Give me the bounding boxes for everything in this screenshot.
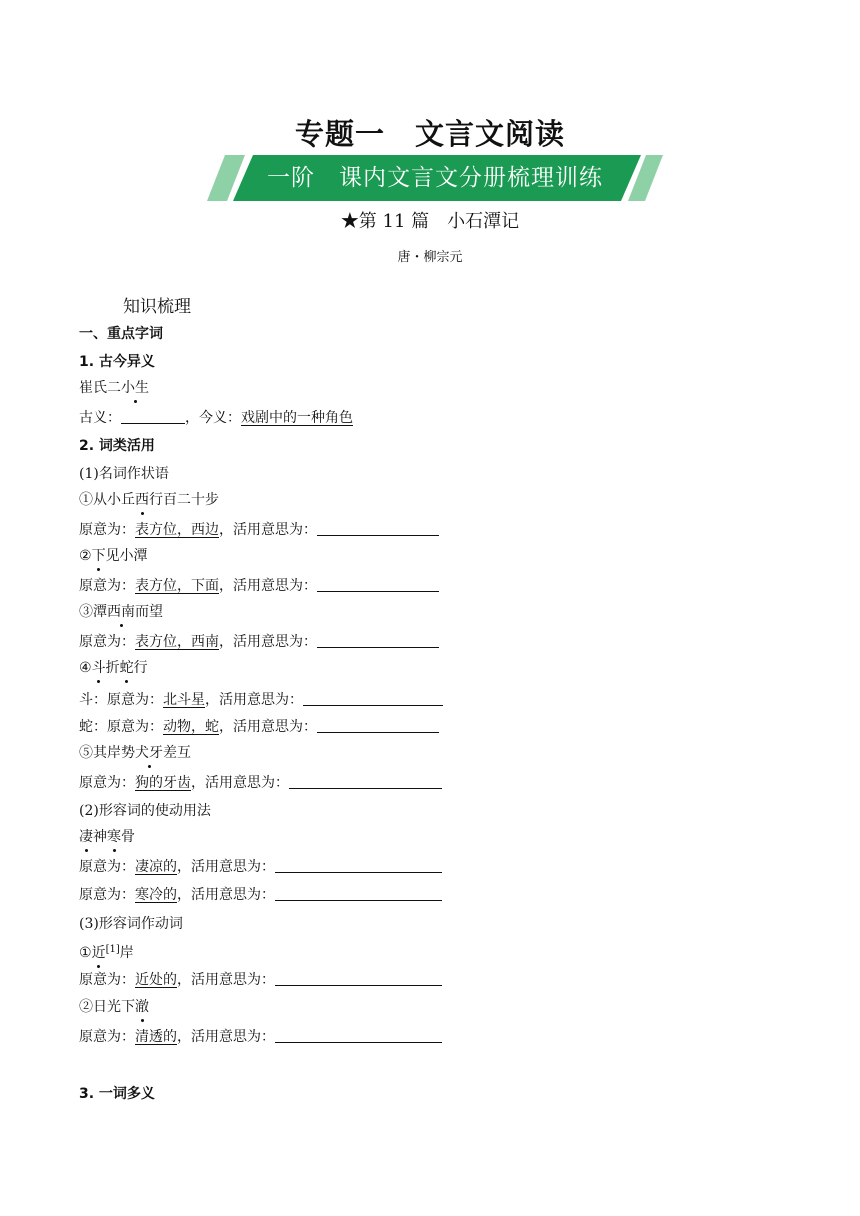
example-sentence: ④斗折蛇行 xyxy=(79,660,148,676)
answer-blank[interactable] xyxy=(275,886,442,901)
answer-blank[interactable] xyxy=(317,521,439,536)
subsection-heading: 1. 古今异义 xyxy=(79,354,155,370)
dotted-word: 下 xyxy=(91,548,106,564)
answer-line: 斗：原意为：北斗星，活用意思为： xyxy=(79,690,443,710)
answer-blank[interactable] xyxy=(289,774,442,789)
answer-blank[interactable] xyxy=(303,691,443,706)
answer-blank[interactable] xyxy=(275,858,442,873)
subsection-heading: 2. 词类活用 xyxy=(79,438,155,454)
answer-blank[interactable] xyxy=(317,718,439,733)
answer-blank[interactable] xyxy=(317,633,439,648)
dotted-word: 近 xyxy=(91,945,106,961)
category-heading: (1)名词作状语 xyxy=(79,466,169,482)
answer-line: 原意为：表方位，西边，活用意思为： xyxy=(79,520,439,540)
dotted-word: 犬牙 xyxy=(135,745,163,761)
answer-blank[interactable] xyxy=(317,577,439,592)
example-sentence: ②下见小潭 xyxy=(79,548,148,564)
subsection-heading: 3. 一词多义 xyxy=(79,1086,155,1102)
section-title: 知识梳理 xyxy=(123,297,191,317)
answer-blank[interactable] xyxy=(121,409,185,424)
answer-line: 原意为：清透的，活用意思为： xyxy=(79,1027,442,1047)
dotted-word: 斗 xyxy=(91,660,106,676)
dotted-word: 澈 xyxy=(135,999,149,1015)
answer-blank[interactable] xyxy=(275,971,442,986)
example-sentence: ①近[1]岸 xyxy=(79,944,134,961)
author: 唐・柳宗元 xyxy=(397,250,463,265)
answer-line: 原意为：狗的牙齿，活用意思为： xyxy=(79,773,442,793)
dotted-word: 寒 xyxy=(107,829,121,845)
dotted-word: 蛇 xyxy=(119,660,134,676)
main-title: 专题一 文言文阅读 xyxy=(294,117,565,151)
dotted-word: 凄 xyxy=(79,829,93,845)
answer-line: 古义： ，今义：戏剧中的一种角色 xyxy=(79,410,353,426)
answer-line: 原意为：近处的，活用意思为： xyxy=(79,970,442,990)
example-sentence: 凄神寒骨 xyxy=(79,829,135,845)
example-sentence: ③潭西南而望 xyxy=(79,604,163,620)
example-sentence: 崔氏二小生 xyxy=(79,380,149,396)
part-heading: 一、重点字词 xyxy=(79,326,163,342)
answer-line: 原意为：寒冷的，活用意思为： xyxy=(79,885,442,905)
answer-line: 原意为：表方位，下面，活用意思为： xyxy=(79,576,439,596)
category-heading: (2)形容词的使动用法 xyxy=(79,803,211,819)
dotted-word: 西南 xyxy=(107,604,135,620)
answer-line: 蛇：原意为：动物，蛇，活用意思为： xyxy=(79,717,439,737)
category-heading: (3)形容词作动词 xyxy=(79,916,183,932)
dotted-word: 小生 xyxy=(121,380,149,396)
example-sentence: ⑤其岸势犬牙差互 xyxy=(79,745,191,761)
answer-line: 原意为：表方位，西南，活用意思为： xyxy=(79,632,439,652)
dotted-word: 西 xyxy=(135,492,149,508)
section-banner xyxy=(205,152,665,204)
lesson-title: ★第 11 篇 小石潭记 xyxy=(340,211,520,232)
answer-blank[interactable] xyxy=(275,1028,442,1043)
example-sentence: ②日光下澈 xyxy=(79,999,149,1015)
footnote-mark: [1] xyxy=(105,944,120,955)
answer-line: 原意为：凄凉的，活用意思为： xyxy=(79,857,442,877)
example-sentence: ①从小丘西行百二十步 xyxy=(79,492,219,508)
banner-title: 一阶 课内文言文分册梳理训练 xyxy=(267,165,603,191)
